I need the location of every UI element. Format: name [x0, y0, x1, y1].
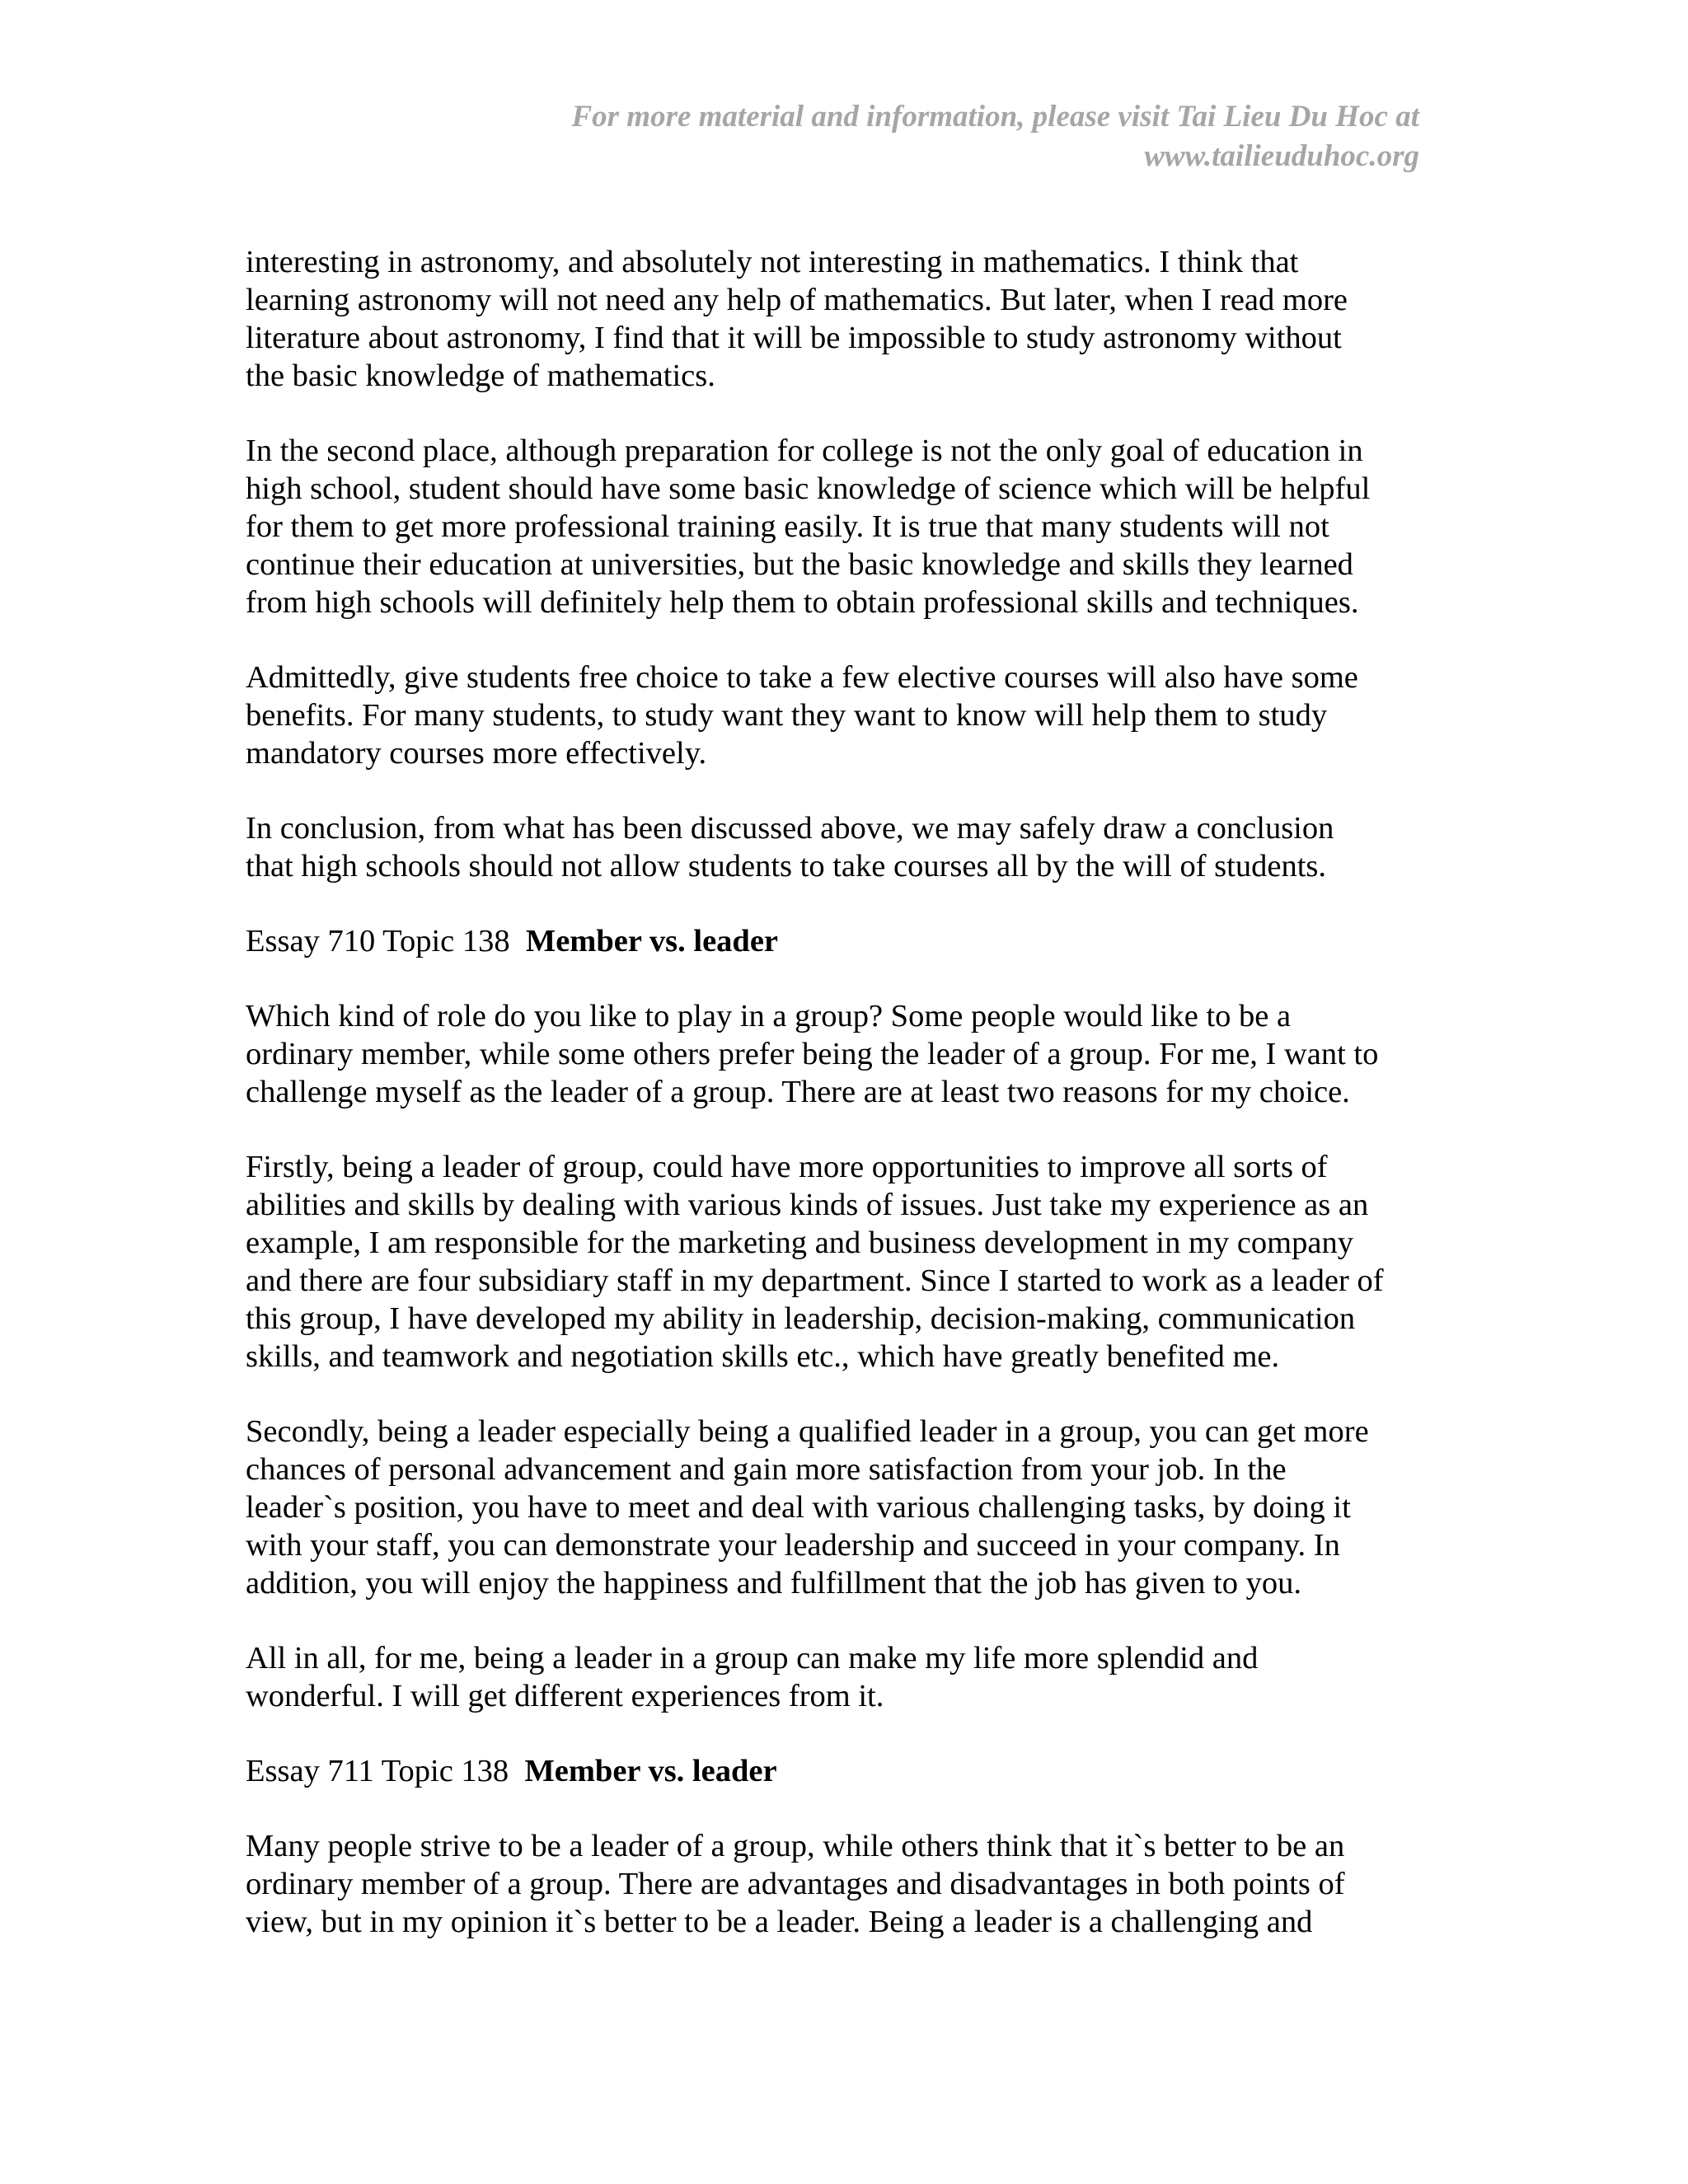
essay-heading-line	[246, 1752, 1449, 1790]
essay-heading-line	[246, 922, 1449, 960]
paragraph-line: In conclusion, from what has been discussed above, we may safely draw a conclusion	[246, 811, 1334, 846]
paragraph-line: with your staff, you can demonstrate your leadership and succeed in your company. In	[246, 1528, 1340, 1563]
paragraph	[246, 243, 1449, 395]
header-url: www.tailieuduhoc.org	[1144, 139, 1419, 173]
paragraph	[246, 432, 1449, 621]
paragraph	[246, 1148, 1449, 1376]
page-header	[430, 97, 1419, 176]
paragraph	[246, 997, 1449, 1111]
paragraph-line: Which kind of role do you like to play in a group? Some people would like to be a	[246, 999, 1292, 1033]
document-body	[246, 243, 1449, 1978]
essay-title: Member vs. leader	[524, 1754, 777, 1788]
paragraph-line: skills, and teamwork and negotiation skills etc., which have greatly benefited me.	[246, 1339, 1280, 1374]
paragraph-line: Many people strive to be a leader of a group, while others think that it`s better to be an	[246, 1829, 1345, 1863]
paragraph	[246, 1639, 1449, 1715]
paragraph-line: Firstly, being a leader of group, could have more opportunities to improve all sorts of	[246, 1150, 1328, 1184]
paragraph-line: the basic knowledge of mathematics.	[246, 359, 715, 393]
paragraph-line: leader`s position, you have to meet and deal with various challenging tasks, by doing it	[246, 1490, 1351, 1525]
paragraph	[246, 1827, 1449, 1941]
paragraph	[246, 658, 1449, 772]
paragraph-line: Secondly, being a leader especially being a qualified leader in a group, you can get more	[246, 1414, 1369, 1449]
paragraph-line: addition, you will enjoy the happiness and fulfillment that the job has given to you.	[246, 1566, 1301, 1601]
paragraph-line: Admittedly, give students free choice to take a few elective courses will also have some	[246, 660, 1358, 695]
paragraph-line: All in all, for me, being a leader in a group can make my life more splendid and	[246, 1641, 1259, 1675]
paragraph-line: continue their education at universities, but the basic knowledge and skills they learned	[246, 547, 1353, 582]
paragraph-line: learning astronomy will not need any help of mathematics. But later, when I read more	[246, 283, 1348, 317]
paragraph-line: interesting in astronomy, and absolutely not interesting in mathematics. I think that	[246, 245, 1299, 279]
paragraph-line: In the second place, although preparation for college is not the only goal of education in	[246, 434, 1363, 468]
paragraph-line: literature about astronomy, I find that it will be impossible to study astronomy without	[246, 321, 1342, 355]
paragraph-line: example, I am responsible for the marketing and business development in my company	[246, 1226, 1353, 1260]
paragraph-line: benefits. For many students, to study want they want to know will help them to study	[246, 698, 1328, 733]
paragraph-line: for them to get more professional training easily. It is true that many students will not	[246, 509, 1329, 544]
paragraph-line: ordinary member, while some others prefer being the leader of a group. For me, I want to	[246, 1037, 1379, 1071]
paragraph-line: mandatory courses more effectively.	[246, 736, 707, 771]
paragraph	[246, 809, 1449, 885]
paragraph	[246, 1413, 1449, 1602]
paragraph-line: and there are four subsidiary staff in my department. Since I started to work as a leader of	[246, 1263, 1384, 1298]
paragraph-line: wonderful. I will get different experiences from it.	[246, 1679, 884, 1713]
essay-title: Member vs. leader	[525, 924, 778, 958]
paragraph-line: challenge myself as the leader of a group. There are at least two reasons for my choice.	[246, 1075, 1350, 1109]
paragraph-line: high school, student should have some basic knowledge of science which will be helpful	[246, 471, 1371, 506]
essay-number: Essay 710 Topic 138	[246, 924, 526, 958]
header-line-1: For more material and information, please visit Tai Lieu Du Hoc at	[571, 100, 1419, 134]
essay-number: Essay 711 Topic 138	[246, 1754, 525, 1788]
essay-heading	[246, 1752, 1449, 1790]
paragraph-line: ordinary member of a group. There are advantages and disadvantages in both points of	[246, 1867, 1345, 1901]
paragraph-line: that high schools should not allow students to take courses all by the will of students.	[246, 849, 1326, 883]
paragraph-line: from high schools will definitely help them to obtain professional skills and techniques.	[246, 585, 1359, 620]
paragraph-line: abilities and skills by dealing with various kinds of issues. Just take my experience as an	[246, 1188, 1369, 1222]
paragraph-line: chances of personal advancement and gain more satisfaction from your job. In the	[246, 1452, 1287, 1487]
paragraph-line: this group, I have developed my ability in leadership, decision-making, communication	[246, 1301, 1356, 1336]
paragraph-line: view, but in my opinion it`s better to be a leader. Being a leader is a challenging and	[246, 1905, 1313, 1939]
essay-heading	[246, 922, 1449, 960]
